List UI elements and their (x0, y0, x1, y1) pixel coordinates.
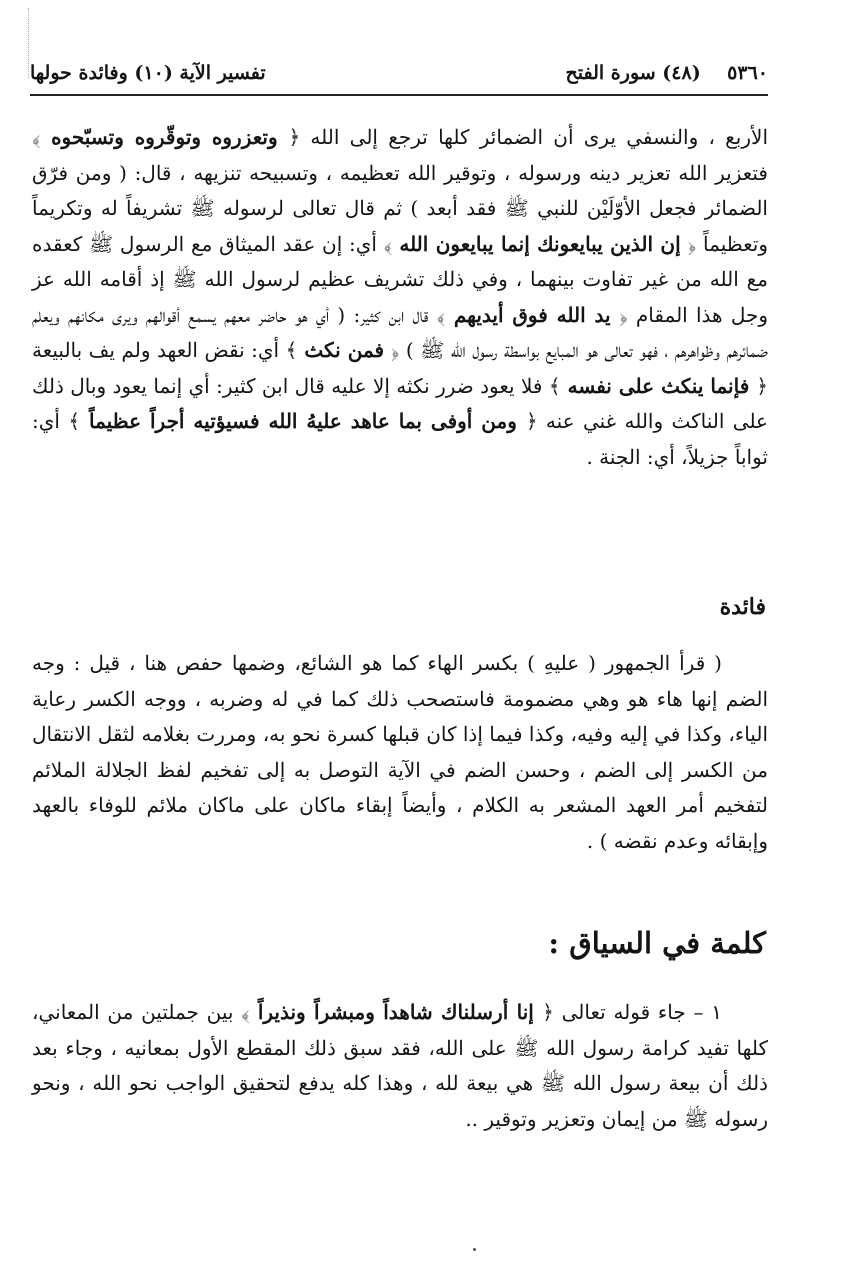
page-dot (473, 1248, 476, 1251)
context-heading: كلمة في السياق : (548, 926, 766, 960)
surah-label: (٤٨) سورة الفتح (565, 62, 701, 84)
ornate-bracket-close: ﴾ (32, 125, 41, 149)
ornate-bracket-close: ﴾ (383, 231, 392, 256)
ornate-bracket-close: ﴾ (241, 1000, 250, 1024)
header-page-surah (566, 62, 768, 84)
quran-verse: إن الذين يبايعونك إنما يبايعون الله (391, 231, 689, 256)
item-number: ١ – جاء قوله تعالى (553, 1000, 723, 1024)
ornate-bracket-open: ﴿ (756, 373, 768, 398)
ornate-bracket-open: ﴿ (391, 338, 400, 362)
ornate-bracket-open: ﴿ (525, 409, 538, 433)
ornate-bracket-open: ﴿ (288, 125, 301, 149)
ornate-bracket-close: ﴾ (68, 409, 81, 433)
quran-verse: يد الله فوق أيديهم (444, 302, 620, 327)
quran-verse: وتعزروه وتوقّروه وتسبّحوه (40, 125, 289, 149)
header-rule (30, 94, 768, 96)
quran-verse: فمن نكث (297, 338, 392, 362)
ornate-bracket-close: ﴾ (436, 302, 445, 327)
tafsir-paragraph (32, 120, 768, 475)
ornate-bracket-close: ﴾ (285, 338, 298, 362)
context-text: ١ – جاء قوله تعالى ﴿ إنا أرسلناك شاهداً ومبشراً ونذيراً ﴾ بين جملتين من المعاني، كلها تفيد كرامة رسول الله ﷺ على الله، فقد سبق ذلك المقطع الأول بمعانيه ، وجاء بعد ذلك أن بيعة رسول الله ﷺ هي بيعة لله ، وهذا كله يدفع لتحقيق الواجب نحو الله ، ونحو رسوله ﷺ من إيمان وتعزير وتوقير .. (32, 1000, 768, 1131)
faida-heading: فائدة (719, 594, 766, 620)
quran-verse: إنا أرسلناك شاهداً ومبشراً ونذيراً (249, 1000, 543, 1024)
ornate-bracket-open: ﴿ (688, 231, 697, 256)
quran-verse: فإنما ينكث على نفسه (560, 373, 757, 398)
quran-verse: ومن أوفى بما عاهد عليهُ الله فسيؤتيه أجراً عظيماً (80, 409, 526, 433)
running-header (30, 58, 768, 88)
section-title: تفسير الآية (١٠) وفائدة حولها (30, 62, 266, 84)
ornate-bracket-open: ﴿ (542, 1000, 554, 1024)
faida-paragraph (32, 646, 768, 859)
context-paragraph (32, 995, 768, 1137)
faida-text: ( قرأ الجمهور ( عليهِ ) بكسر الهاء كما هو الشائع، وضمها حفص هنا ، قيل : وجه الضم إنها هاء هو وهي مضمومة فاستصحب ذلك كما في له وضربه ، ووجه الكسر رعاية الياء، وكذا في إليه وفيه، وكذا فيما إذا كان قبلها كسرة نحو به، ومررت بغلامه لثقل الانتقال من الكسر إلى الضم ، وحسن الضم في الآية التوصل به إلى تفخيم لفظ الجلالة الملائم لتفخيم أمر العهد المشعر به الكلام ، وأيضاً إبقاء ماكان على ماكان ملائم للوفاء بالعهد وإبقائه وعدم نقضه ) . (32, 651, 768, 853)
page-number: ٥٣٦٠ (727, 62, 768, 84)
paragraph-text: الأربع ، والنسفي يرى أن الضمائر كلها ترجع إلى الله ﴿ وتعزروه وتوقّروه وتسبّحوه ﴾ فتعزير الله تعزير دينه ورسوله ، وتوقير الله تعظيمه ، وتسبيحه تنزيهه ، قال: ( ومن فرّق الضمائر فجعل الأوّلَيْن للنبي ﷺ فقد أبعد ) ثم قال تعالى لرسوله ﷺ تشريفاً له وتكريماً وتعظيماً ﴿ إن الذين يبايعونك إنما يبايعون الله ﴾ أي: إن عقد الميثاق مع الرسول ﷺ كعقده مع الله من غير تفاوت بينهما ، وفي ذلك تشريف عظيم لرسول الله ﷺ إذ أقامه الله عز وجل هذا المقام ﴿ يد الله فوق أيديهم ﴾ قال ابن كثير: ( أي هو حاضر معهم يسمع أقوالهم ويرى مكانهم ويعلم ضمائرهم وظواهرهم ، فهو تعالى هو المبايع بواسطة رسول الله ﷺ ) ﴿ فمن نكث ﴾ أي: نقض العهد ولم يف بالبيعة ﴿ فإنما ينكث على نفسه ﴾ فلا يعود ضرر نكثه إلا عليه قال ابن كثير: أي إنما يعود وبال ذلك على الناكث والله غني عنه ﴿ ومن أوفى بما عاهد عليهُ الله فسيؤتيه أجراً عظيماً ﴾ أي: ثواباً جزيلاً، أي: الجنة . (32, 125, 769, 469)
ornate-bracket-open: ﴿ (619, 302, 628, 327)
ornate-bracket-close: ﴾ (548, 373, 561, 398)
